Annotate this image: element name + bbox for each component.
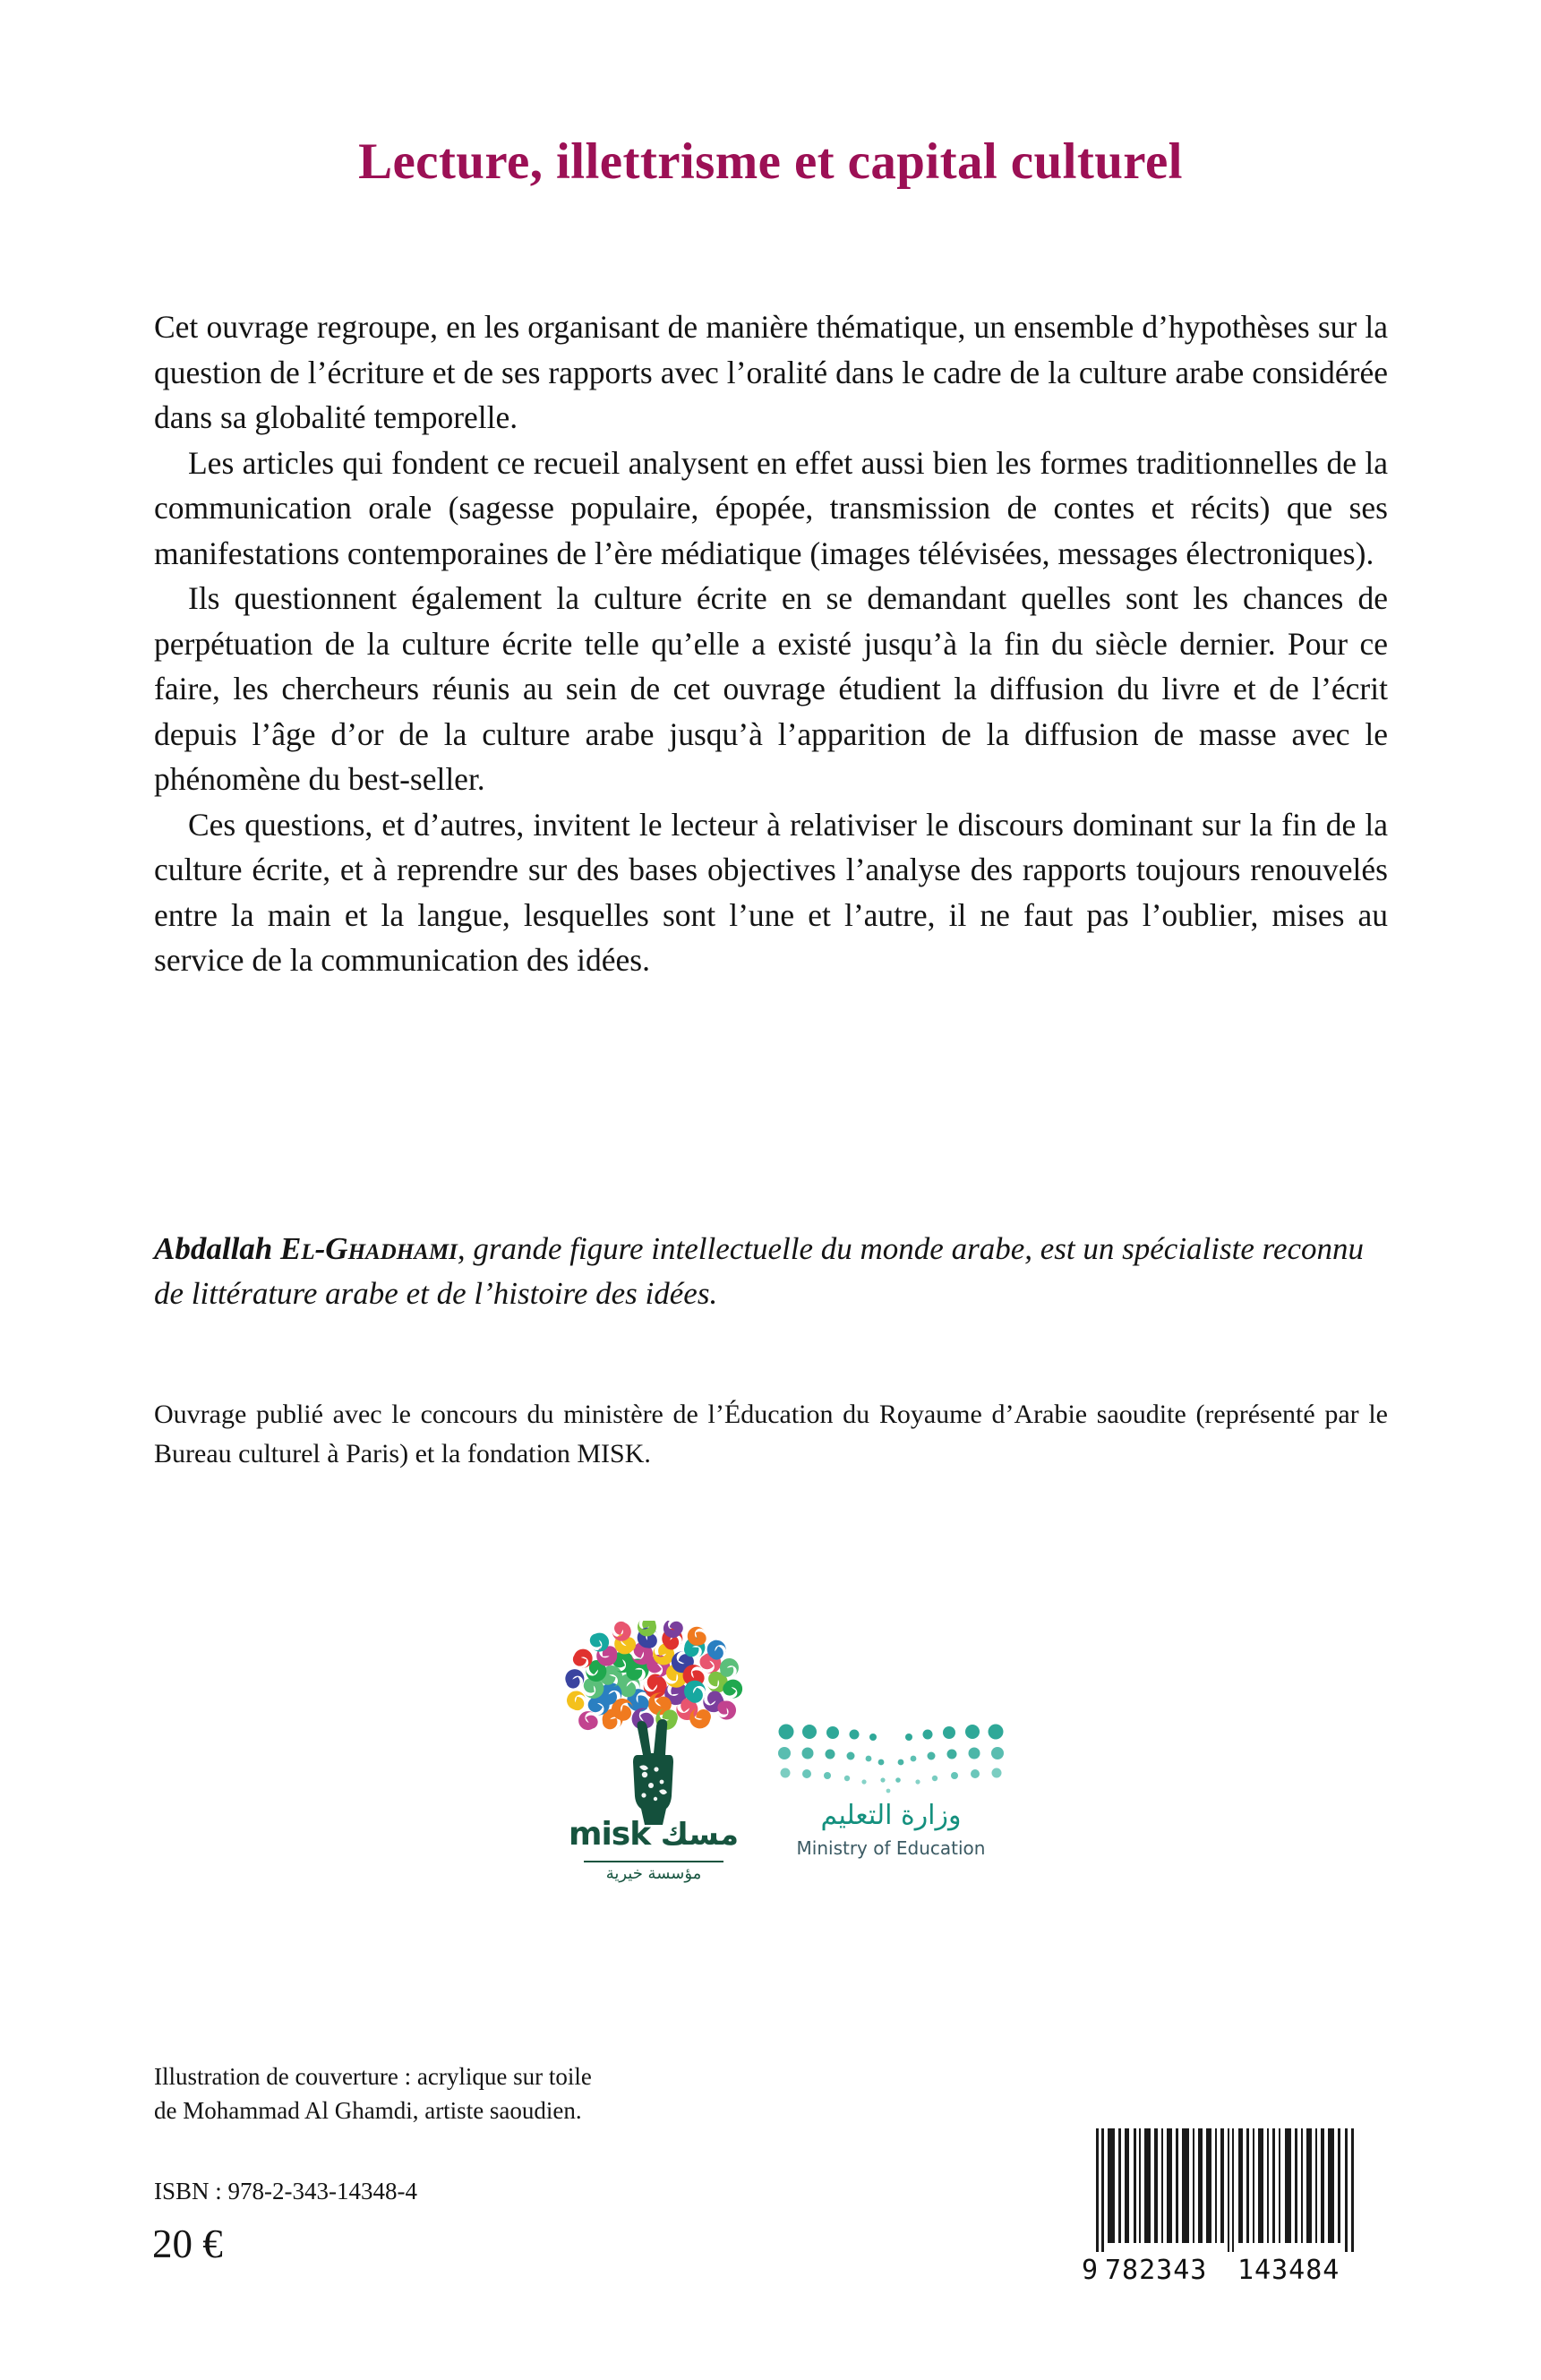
- cover-illustration-credit: [154, 2059, 799, 2127]
- moe-name-english: Ministry of Education: [796, 1837, 986, 1859]
- funding-note: [154, 1395, 1388, 1474]
- blurb-paragraph: Les articles qui fondent ce recueil analysent en effet aussi bien les formes traditionnelles de la communication orale (sagesse populaire, épopée, transmission de contes et récits) que ses manifestations contemporaines de l’ère médiatique (images télévisées, messages électroniques).: [154, 444, 1388, 571]
- misk-wordmark-latin: misk: [568, 1816, 651, 1853]
- cover-credit-line: de Mohammad Al Ghamdi, artiste saoudien.: [154, 2097, 582, 2124]
- misk-subtitle: مؤسسة خيرية: [605, 1864, 702, 1883]
- author-biography-text: , grande figure intellectuelle du monde arabe, est un spécialiste reconnu de littérature arabe et de l’histoire des idées.: [154, 1231, 1365, 1311]
- logo-row: [501, 1621, 1057, 1916]
- blurb-paragraph: Ces questions, et d’autres, invitent le lecteur à relativiser le discours dominant sur la fin de la culture écrite, et à reprendre sur des bases objectives l’analyse des rapports toujours renouvelés entre la main et la langue, lesquelles sont l’une et l’autre, il ne faut pas l’oublier, mises au service de la communication des idées.: [154, 806, 1388, 978]
- page-title: Lecture, illettrisme et capital culturel: [358, 133, 1183, 190]
- barcode-digits-left-group: 782343: [1105, 2255, 1208, 2286]
- misk-wordmark: [537, 1816, 770, 1853]
- isbn-text: ISBN : 978-2-343-14348-4: [154, 2178, 417, 2204]
- blurb-paragraph: Ils questionnent également la culture écrite en se demandant quelles sont les chances de perpétuation de la culture écrite telle qu’elle a existé jusqu’à la fin du siècle dernier. Pour ce faire, les chercheurs réunis au sein de cet ouvrage étudient la diffusion du livre et de l’écrit depuis l’âge d’or de la culture arabe jusqu’à l’apparition de la diffusion de masse avec le phénomène du best-seller.: [154, 580, 1388, 797]
- moe-dots-icon: [770, 1721, 1039, 1803]
- funding-note-text: Ouvrage publié avec le concours du ministère de l’Éducation du Royaume d’Arabie saoudite (représenté par le Bureau culturel à Paris) et la fondation MISK.: [154, 1400, 1388, 1468]
- ministry-of-education-logo: [770, 1721, 1039, 1900]
- misk-foundation-logo: [537, 1621, 770, 1916]
- misk-wordmark-arabic: مسك: [660, 1817, 740, 1853]
- misk-divider: [584, 1861, 723, 1862]
- author-biography: [154, 1227, 1388, 1316]
- barcode-digit-prefix: 9: [1082, 2255, 1100, 2286]
- price-text: 20 €: [152, 2222, 223, 2266]
- moe-name-arabic: وزارة التعليم: [820, 1800, 962, 1831]
- barcode-digits-right-group: 143484: [1237, 2255, 1340, 2286]
- author-last-name: El-Ghadhami: [280, 1231, 458, 1266]
- blurb-text: [154, 304, 1388, 983]
- barcode-digits: [1080, 2255, 1365, 2285]
- blurb-paragraph: Cet ouvrage regroupe, en les organisant de manière thématique, un ensemble d’hypothèses sur la question de l’écriture et de ses rapports avec l’oralité dans le cadre de la culture arabe considérée dans sa globalité temporelle.: [154, 309, 1388, 435]
- author-first-name: Abdallah: [154, 1231, 281, 1266]
- cover-credit-line: Illustration de couverture : acrylique sur toile: [154, 2063, 592, 2090]
- isbn-barcode: [1080, 2127, 1365, 2288]
- misk-tree-icon: [537, 1621, 770, 1827]
